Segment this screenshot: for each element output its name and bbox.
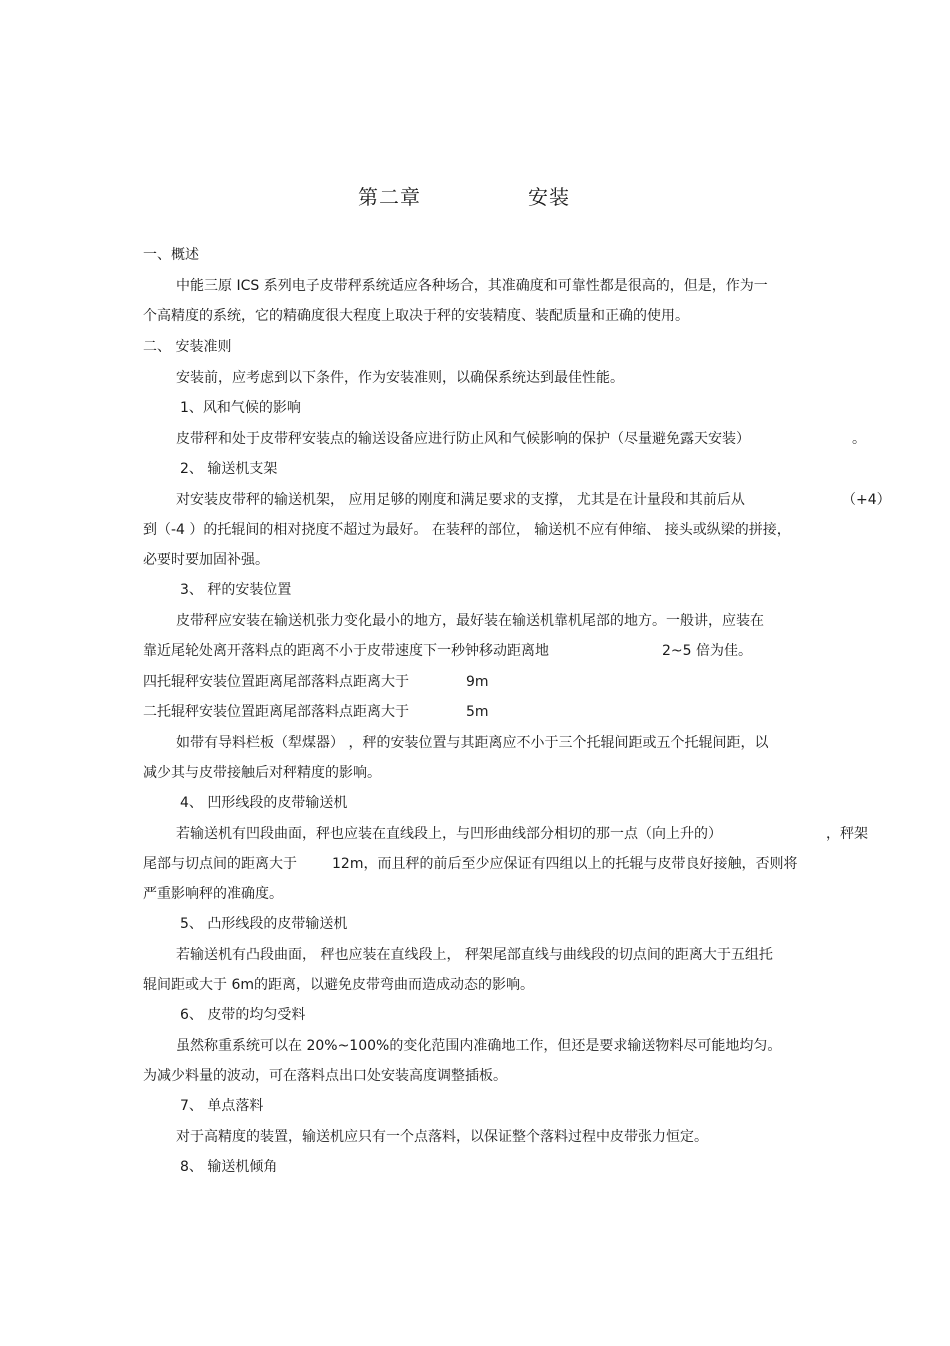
- paragraph-line: 为减少料量的波动，可在落料点出口处安装高度调整插板。: [143, 1068, 507, 1084]
- paragraph-line: 对安装皮带秤的输送机架， 应用足够的刚度和满足要求的支撑， 尤其是在计量段和其前后从: [176, 492, 745, 508]
- subsection-heading: 8、 输送机倾角: [180, 1159, 278, 1175]
- paragraph-line: 对于高精度的装置，输送机应只有一个点落料，以保证整个落料过程中皮带张力恒定。: [176, 1129, 708, 1145]
- paragraph-line: 若输送机有凹段曲面，秤也应装在直线段上，与凹形曲线部分相切的那一点（向上升的）: [176, 826, 722, 842]
- paragraph-line: 严重影响秤的准确度。: [143, 886, 283, 902]
- paragraph-line: 到（-4 ）的托辊间的相对挠度不超过为最好。 在装秤的部位， 输送机不应有伸缩、 接头或纵梁的拼接，: [143, 522, 791, 538]
- subsection-heading: 5、 凸形线段的皮带输送机: [180, 916, 348, 932]
- paragraph-line: 皮带秤和处于皮带秤安装点的输送设备应进行防止风和气候影响的保护（尽量避免露天安装）: [176, 431, 750, 447]
- paragraph-line-tail: ，秤架: [826, 826, 868, 842]
- subsection-heading: 2、 输送机支架: [180, 461, 278, 477]
- paragraph-line: 二托辊秤安装位置距离尾部落料点距离大于: [143, 704, 409, 720]
- paragraph-line: 如带有导料栏板（犁煤器） ，秤的安装位置与其距离应不小于三个托辊间距或五个托辊间距，以: [176, 735, 769, 751]
- paragraph-line-tail: 。: [852, 431, 866, 447]
- distance-value: 9m: [466, 674, 489, 690]
- subsection-heading: 4、 凹形线段的皮带输送机: [180, 795, 348, 811]
- paragraph-line: 减少其与皮带接触后对秤精度的影响。: [143, 765, 381, 781]
- paragraph-line: 尾部与切点间的距离大于: [143, 856, 297, 872]
- distance-value: 5m: [466, 704, 489, 720]
- paragraph-line: 辊间距或大于 6m的距离，以避免皮带弯曲而造成动态的影响。: [143, 977, 534, 993]
- paragraph-line-tail: （+4）: [842, 492, 891, 508]
- paragraph-line: 12m，而且秤的前后至少应保证有四组以上的托辊与皮带良好接触，否则将: [332, 856, 798, 872]
- subsection-heading: 6、 皮带的均匀受料: [180, 1007, 306, 1023]
- subsection-heading: 1、风和气候的影响: [180, 400, 301, 416]
- section-heading: 二、 安装准则: [143, 339, 232, 355]
- chapter-title: 安装: [528, 185, 570, 209]
- subsection-heading: 7、 单点落料: [180, 1098, 264, 1114]
- chapter-number: 第二章: [358, 185, 421, 209]
- paragraph-line: 四托辊秤安装位置距离尾部落料点距离大于: [143, 674, 409, 690]
- paragraph-line: 必要时要加固补强。: [143, 552, 269, 568]
- paragraph-line: 中能三原 ICS 系列电子皮带秤系统适应各种场合，其准确度和可靠性都是很高的，但是，作为一: [176, 278, 768, 294]
- paragraph-line: 皮带秤应安装在输送机张力变化最小的地方，最好装在输送机靠机尾部的地方。一般讲，应装在: [176, 613, 764, 629]
- paragraph-line: 安装前，应考虑到以下条件，作为安装准则，以确保系统达到最佳性能。: [176, 370, 624, 386]
- paragraph-line: 虽然称重系统可以在 20%~100%的变化范围内准确地工作，但还是要求输送物料尽可能地均匀。: [176, 1038, 782, 1054]
- paragraph-line: 个高精度的系统，它的精确度很大程度上取决于秤的安装精度、装配质量和正确的使用。: [143, 308, 689, 324]
- section-heading: 一、概述: [143, 247, 199, 263]
- paragraph-line: 靠近尾轮处离开落料点的距离不小于皮带速度下一秒钟移动距离地: [143, 643, 549, 659]
- paragraph-line-tail: 2~5 倍为佳。: [662, 643, 752, 659]
- subsection-heading: 3、 秤的安装位置: [180, 582, 292, 598]
- paragraph-line: 若输送机有凸段曲面， 秤也应装在直线段上， 秤架尾部直线与曲线段的切点间的距离大于五组托: [176, 947, 773, 963]
